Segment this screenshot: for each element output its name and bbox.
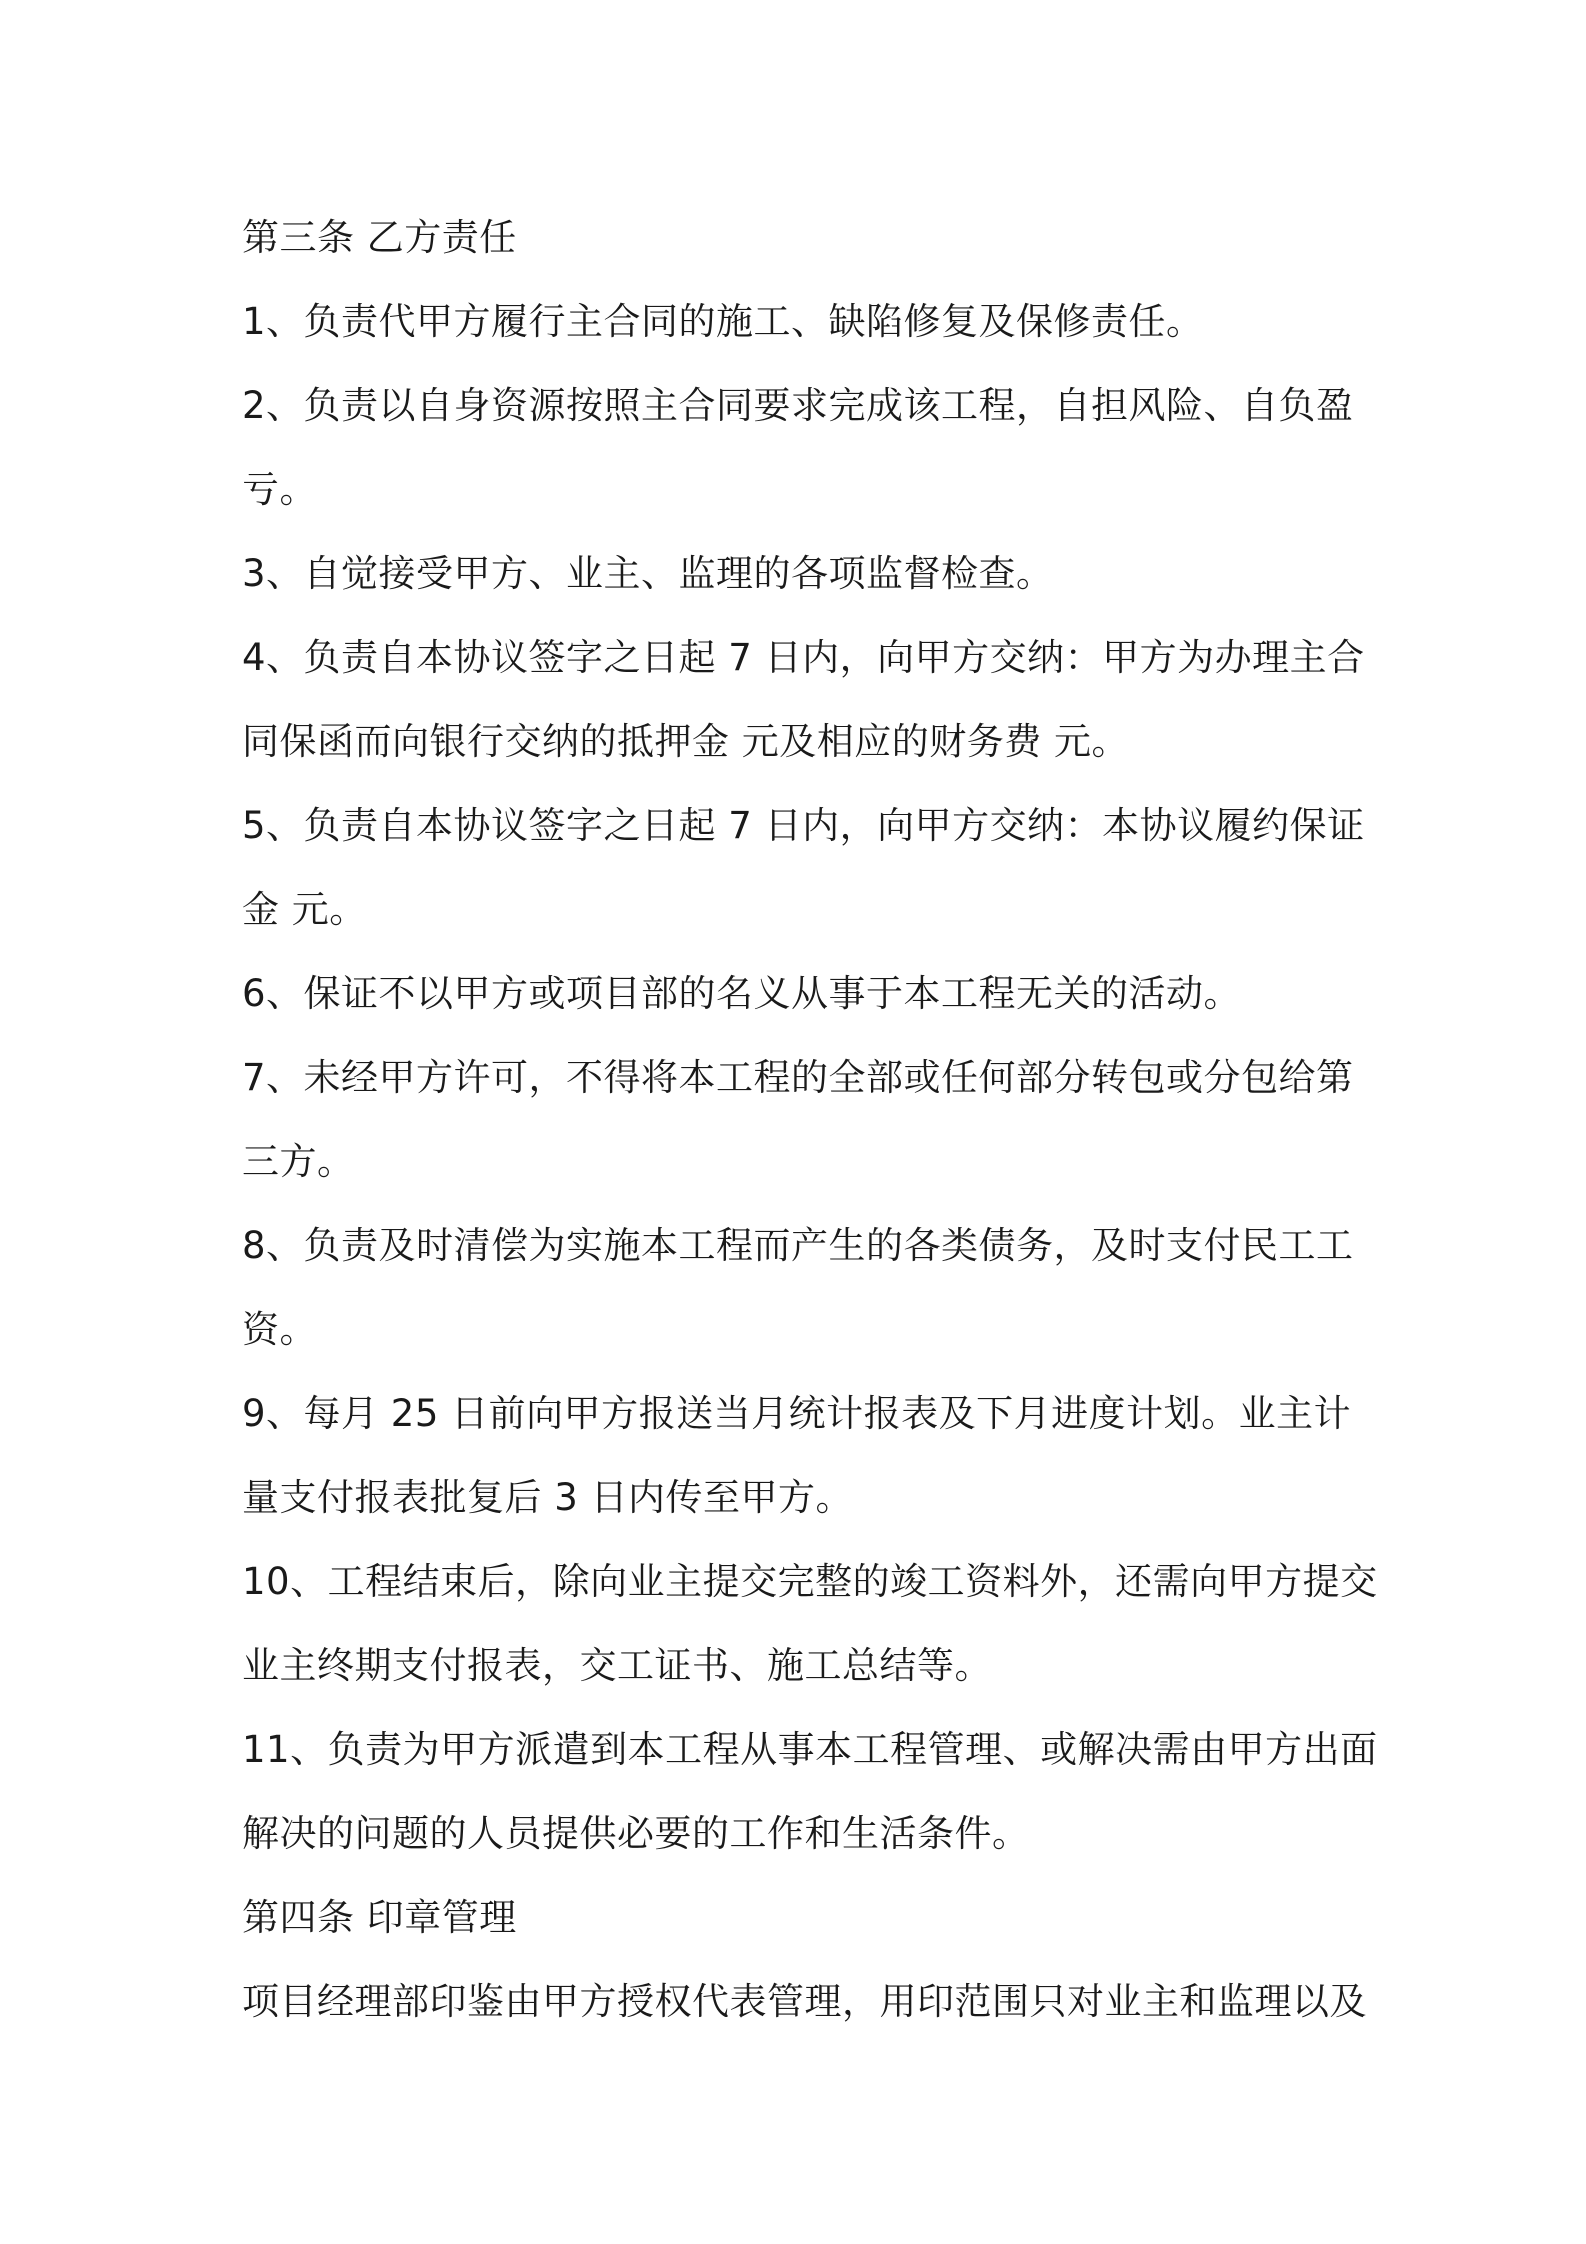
clause-11-line-1: 11、负责为甲方派遣到本工程从事本工程管理、或解决需由甲方出面 — [242, 1728, 1378, 1771]
clause-5-line-2: 金 元。 — [242, 888, 367, 931]
clause-11-line-2: 解决的问题的人员提供必要的工作和生活条件。 — [242, 1812, 1030, 1855]
clause-7-line-1: 7、未经甲方许可，不得将本工程的全部或任何部分转包或分包给第 — [242, 1056, 1354, 1099]
seal-management-paragraph-line-1: 项目经理部印鉴由甲方授权代表管理，用印范围只对业主和监理以及 — [242, 1980, 1367, 2023]
clause-4-line-1: 4、负责自本协议签字之日起 7 日内，向甲方交纳：甲方为办理主合 — [242, 636, 1365, 679]
clause-4-line-2: 同保函而向银行交纳的抵押金 元及相应的财务费 元。 — [242, 720, 1130, 763]
clause-8-line-1: 8、负责及时清偿为实施本工程而产生的各类债务，及时支付民工工 — [242, 1224, 1354, 1267]
clause-2-line-2: 亏。 — [242, 468, 317, 511]
clause-3: 3、自觉接受甲方、业主、监理的各项监督检查。 — [242, 552, 1054, 595]
clause-2-line-1: 2、负责以自身资源按照主合同要求完成该工程，自担风险、自负盈 — [242, 384, 1354, 427]
clause-10-line-2: 业主终期支付报表，交工证书、施工总结等。 — [242, 1644, 992, 1687]
section-heading-article-4: 第四条 印章管理 — [242, 1896, 517, 1939]
document-body — [242, 196, 1378, 2044]
section-heading-article-3: 第三条 乙方责任 — [242, 216, 517, 259]
clause-10-line-1: 10、工程结束后，除向业主提交完整的竣工资料外，还需向甲方提交 — [242, 1560, 1378, 1603]
clause-6: 6、保证不以甲方或项目部的名义从事于本工程无关的活动。 — [242, 972, 1242, 1015]
clause-9-line-1: 9、每月 25 日前向甲方报送当月统计报表及下月进度计划。业主计 — [242, 1392, 1352, 1435]
clause-7-line-2: 三方。 — [242, 1140, 355, 1183]
clause-9-line-2: 量支付报表批复后 3 日内传至甲方。 — [242, 1476, 854, 1519]
clause-5-line-1: 5、负责自本协议签字之日起 7 日内，向甲方交纳：本协议履约保证 — [242, 804, 1365, 847]
clause-8-line-2: 资。 — [242, 1308, 317, 1351]
clause-1: 1、负责代甲方履行主合同的施工、缺陷修复及保修责任。 — [242, 300, 1204, 343]
